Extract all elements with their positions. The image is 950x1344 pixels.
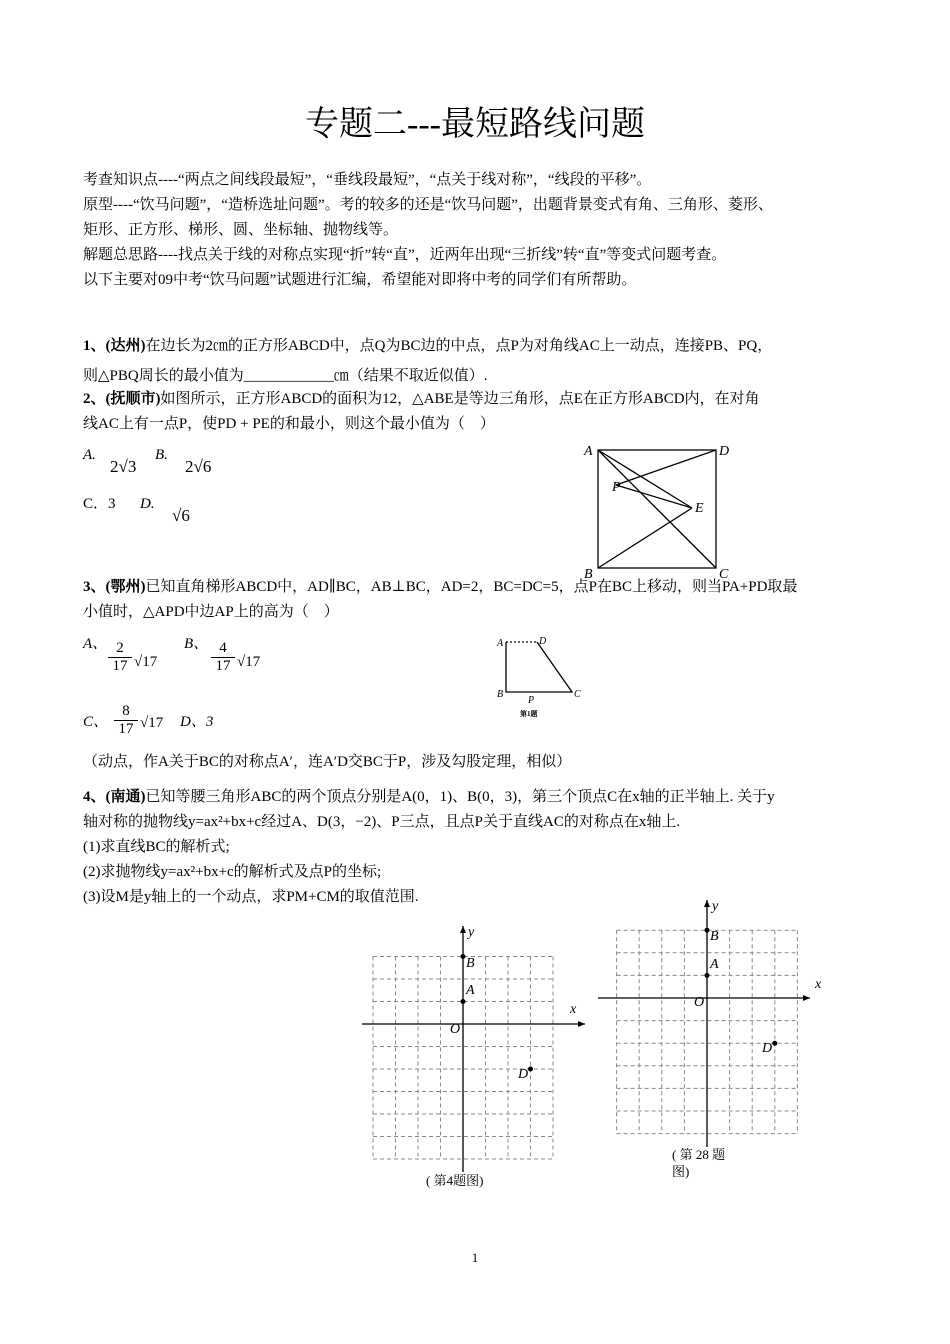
g1-origin: O <box>450 1022 461 1037</box>
q1-text: 则△PBQ周长的最小值为____________㎝（结果不取近似值）. <box>83 368 488 384</box>
intro-line: 考查知识点----“两点之间线段最短”，“垂线段最短”，“点关于线对称”，“线段的平移”。 <box>83 172 652 188</box>
q2-option-d: D. <box>140 496 155 512</box>
g1-label-b: B <box>466 956 475 971</box>
point-marker <box>772 1041 777 1046</box>
g2-origin: O <box>694 995 705 1010</box>
q3-b-root: √17 <box>237 654 261 670</box>
q3-c-root: √17 <box>140 715 164 731</box>
point-marker <box>528 1067 533 1072</box>
label-c: C <box>719 567 729 582</box>
trap-label-c: C <box>574 689 581 700</box>
page-title: 专题二---最短路线问题 <box>305 106 645 143</box>
q2-option-a: A. <box>83 447 96 463</box>
point-marker <box>461 999 466 1004</box>
intro-line: 原型----“饮马问题”，“造桥选址问题”。考的较多的还是“饮马问题”，出题背景变式有角、三角形、菱形、 <box>83 197 773 213</box>
q3-b-numerator: 4 <box>219 640 227 656</box>
intro-line: 矩形、正方形、梯形、圆、坐标轴、抛物线等。 <box>83 222 399 238</box>
point-marker <box>705 928 710 933</box>
q2-value-a: 2√3 <box>110 457 137 476</box>
q3-a-root: √17 <box>134 654 158 670</box>
q4-number: 4、(南通) <box>83 789 146 805</box>
intro-line: 以下主要对09中考“饮马问题”试题进行汇编，希望能对即将中考的同学们有所帮助。 <box>83 272 637 288</box>
q3-option-d: D、3 <box>180 714 214 730</box>
q2-value-b: 2√6 <box>185 457 212 476</box>
q3-option-c: C、 <box>83 714 109 730</box>
x-arrow-icon <box>803 995 810 1001</box>
y-arrow-icon <box>704 900 710 907</box>
coordinate-grid-2 <box>598 900 810 1147</box>
q3-option-a: A、 <box>83 636 108 652</box>
q1-number: 1、(达州) <box>83 338 146 354</box>
q2-text: 如图所示，正方形ABCD的面积为12，△ABE是等边三角形，点E在正方形ABCD内，在对角 <box>160 391 760 407</box>
q3-a-numerator: 2 <box>116 640 124 656</box>
label-a: A <box>584 444 593 459</box>
q3-c-numerator: 8 <box>122 703 130 719</box>
q4-text: 轴对称的抛物线y=ax²+bx+c经过A、D(3，−2)、P三点，且点P关于直线AC的对称点在x轴上. <box>83 814 681 830</box>
q1-text: 在边长为2㎝的正方形ABCD中，点Q为BC边的中点，点P为对角线AC上一动点，连接PB、PQ， <box>145 338 773 354</box>
g2-caption: ( 第 28 题 <box>672 1147 726 1162</box>
q2-option-c: C．3 <box>83 496 116 512</box>
g1-label-d: D <box>518 1067 529 1082</box>
g1-label-a: A <box>466 983 475 998</box>
g1-x-label: x <box>570 1002 577 1017</box>
label-p: P <box>612 480 621 495</box>
q3-number: 3、(鄂州) <box>83 579 146 595</box>
g2-label-b: B <box>710 929 719 944</box>
point-marker <box>705 973 710 978</box>
q3-c-denominator: 17 <box>114 720 138 738</box>
g1-y-label: y <box>468 925 475 940</box>
x-arrow-icon <box>578 1021 585 1027</box>
q3-b-denominator: 17 <box>211 657 235 675</box>
g2-label-a: A <box>710 957 719 972</box>
q3-option-b: B、 <box>184 636 209 652</box>
q2-option-b: B. <box>155 447 168 463</box>
label-d: D <box>719 444 730 459</box>
y-arrow-icon <box>460 926 466 933</box>
trap-caption: 第1题 <box>520 710 538 718</box>
q4-part-1: (1)求直线BC的解析式; <box>83 839 230 855</box>
intro-line: 解题总思路----找点关于线的对称点实现“折”转“直”，近两年出现“三折线”转“直”等变式问题考查。 <box>83 247 727 263</box>
trap-label-d: D <box>539 636 547 647</box>
trap-label-b: B <box>497 689 504 700</box>
q4-part-3: (3)设M是y轴上的一个动点，求PM+CM的取值范围. <box>83 889 419 905</box>
q3-a-denominator: 17 <box>108 657 132 675</box>
label-b: B <box>584 567 593 582</box>
g1-caption: ( 第4题图) <box>426 1173 484 1188</box>
q3-text: 已知直角梯形ABCD中，AD∥BC，AB⊥BC，AD=2，BC=DC=5，点P在BC上移动，则当PA+PD取最 <box>145 579 798 595</box>
q2-number: 2、(抚顺市) <box>83 391 161 407</box>
q4-text: 已知等腰三角形ABC的两个顶点分别是A(0，1)、B(0，3)，第三个顶点C在x轴的正半轴上. 关于y <box>145 789 775 805</box>
label-e: E <box>695 501 704 516</box>
q3-text: 小值时，△APD中边AP上的高为（ ） <box>83 604 339 620</box>
page-number: 1 <box>471 1250 479 1265</box>
q2-text: 线AC上有一点P，使PD + PE的和最小，则这个最小值为（ ） <box>83 416 495 432</box>
g2-y-label: y <box>712 899 719 914</box>
g2-x-label: x <box>815 977 822 992</box>
q2-value-d: √6 <box>172 506 190 525</box>
trapezoid-figure <box>506 642 572 692</box>
trap-label-p: P <box>528 695 535 706</box>
point-marker <box>461 954 466 959</box>
g2-label-d: D <box>762 1041 773 1056</box>
trap-label-a: A <box>497 638 504 649</box>
g2-caption: 图) <box>672 1164 690 1179</box>
q4-part-2: (2)求抛物线y=ax²+bx+c的解析式及点P的坐标; <box>83 864 382 880</box>
q3-note: （动点，作A关于BC的对称点A′，连A′D交BC于P，涉及勾股定理，相似） <box>83 754 572 770</box>
